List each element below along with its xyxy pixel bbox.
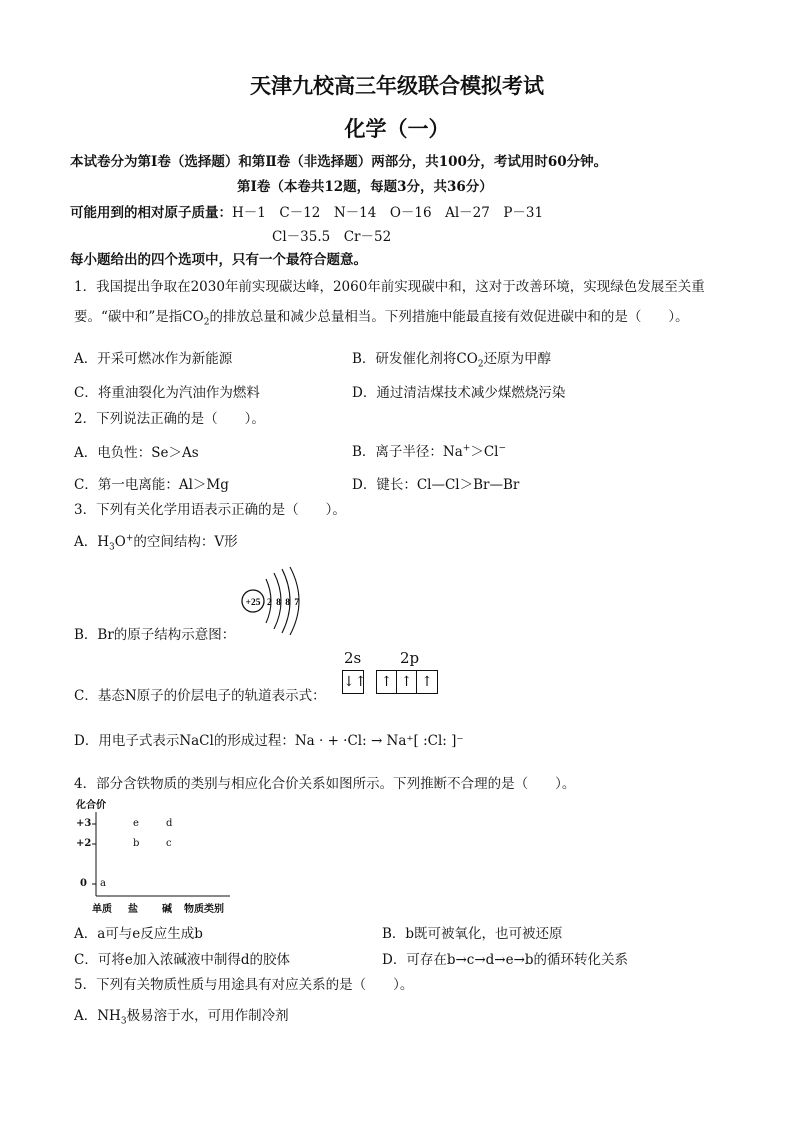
iron-valence-chart: [70, 790, 260, 920]
chart-point-d: d: [166, 818, 173, 829]
q3-a-sub: 3: [109, 542, 115, 553]
y-tick-label: +2: [76, 838, 92, 849]
q4-stem: 4．部分含铁物质的类别与相应化合价关系如图所示。下列推断不合理的是（ ）。: [74, 776, 576, 792]
q1-option-d[interactable]: D．通过清洁煤技术减少煤燃烧污染: [352, 385, 566, 401]
q2-stem: 2．下列说法正确的是（ ）。: [74, 411, 265, 427]
q2-b-a: B．离子半径：Na: [352, 444, 463, 460]
chart-point-a: a: [100, 878, 106, 889]
part1-header: 第Ⅰ卷（本卷共12题，每题3分，共36分）: [237, 179, 493, 195]
x-category-label: 碱: [162, 904, 172, 915]
q1-option-a[interactable]: A．开采可燃冰作为新能源: [74, 351, 233, 367]
q1-option-c[interactable]: C．将重油裂化为汽油作为燃料: [74, 385, 260, 401]
exam-title: 天津九校高三年级联合模拟考试: [250, 73, 544, 98]
q5-option-a[interactable]: [74, 1004, 289, 1027]
q5-a-a: A．NH: [74, 1008, 121, 1024]
q1-stem-line2: [74, 305, 689, 328]
nucleus-charge: +25: [245, 598, 261, 608]
q1-option-b[interactable]: [352, 347, 551, 370]
masses-line2: Cl－35.5 Cr－52: [272, 229, 392, 245]
masses-line1: H－1 C－12 N－14 O－16 Al－27 P－31: [232, 205, 544, 221]
q1-b-sub: 2: [477, 359, 484, 370]
masses-label: 可能用到的相对原子质量：: [70, 205, 232, 221]
q5-a-sub: 3: [120, 1016, 127, 1027]
nacl-electron-formula: Na · + ·Cl: → Na⁺[ :Cl: ]⁻: [294, 733, 464, 749]
q3-option-c[interactable]: C．基态N原子的价层电子的轨道表示式：: [74, 688, 326, 704]
y-tick-label: 0: [80, 878, 87, 889]
q4-option-c[interactable]: C．可将e加入浓碱液中制得d的胶体: [74, 952, 290, 968]
q4-option-b[interactable]: B．b既可被氧化，也可被还原: [382, 926, 563, 942]
q4-option-a[interactable]: A．a可与e反应生成b: [74, 926, 203, 942]
instruction: 每小题给出的四个选项中，只有一个最符合题意。: [70, 252, 367, 268]
q2-option-b[interactable]: [352, 440, 506, 460]
up-arrow-icon: ↑: [377, 671, 397, 693]
up-arrow-icon: ↑: [421, 674, 433, 690]
q1-b-a: B．研发催化剂将CO: [352, 351, 478, 367]
exam-subtitle: 化学（一）: [344, 116, 450, 141]
orbital-2s-label: 2s: [344, 649, 362, 667]
chart-point-e: e: [133, 818, 139, 829]
chart-xlabel: 物质类别: [184, 904, 224, 915]
q2-option-a[interactable]: A．电负性：Se＞As: [74, 445, 199, 461]
q1-stem-line1: 1．我国提出争取在2030年前实现碳达峰，2060年前实现碳中和，这对于改善环境，实现绿色发展至关重: [74, 279, 705, 295]
q1-b-c: 还原为甲醇: [483, 351, 552, 367]
y-tick-label: +3: [76, 818, 92, 829]
chart-point-b: b: [133, 838, 140, 849]
q2-b-sup2: −: [498, 443, 507, 454]
up-arrow-icon: ↑: [397, 671, 417, 693]
atom-structure-diagram: [236, 565, 316, 637]
q1-line2-c: 的排放总量和减少总量相当。下列措施中能最直接有效促进碳中和的是（ ）。: [209, 309, 689, 325]
q3-option-d[interactable]: [74, 729, 464, 749]
up-down-arrows-icon: ↓↑: [343, 674, 367, 690]
q1-line2-sub: 2: [203, 317, 210, 328]
q2-b-b: ＞Cl: [470, 444, 499, 460]
x-category-label: 单质: [92, 904, 112, 915]
orbital-2p-box: [376, 670, 438, 694]
q3-a-c: 的空间结构：V形: [133, 534, 238, 550]
q3-option-b[interactable]: B．Br的原子结构示意图：: [74, 627, 236, 643]
q3-option-a[interactable]: [74, 530, 238, 553]
atomic-masses: [70, 201, 543, 221]
orbital-2s-box: [342, 670, 367, 694]
chart-ylabel: 化合价: [76, 800, 106, 811]
q3-stem: 3．下列有关化学用语表示正确的是（ ）。: [74, 502, 346, 518]
q2-option-d[interactable]: D．键长：Cl—Cl＞Br—Br: [352, 477, 520, 493]
q2-b-sup1: +: [462, 443, 471, 454]
q3-d-text: D．用电子式表示NaCl的形成过程：: [74, 733, 295, 749]
q2-option-c[interactable]: C．第一电离能：Al＞Mg: [74, 477, 229, 493]
q3-a-a: A．H: [74, 534, 110, 550]
q1-line2-a: 要。“碳中和”是指CO: [74, 309, 204, 325]
q5-a-b: 极易溶于水，可用作制冷剂: [126, 1008, 289, 1024]
chart-point-c: c: [166, 838, 172, 849]
shell-electrons: 2 8 8 7: [267, 598, 301, 608]
q5-stem: 5．下列有关物质性质与用途具有对应关系的是（ ）。: [74, 977, 414, 993]
x-category-label: 盐: [128, 904, 138, 915]
orbital-2p-label: 2p: [400, 649, 420, 667]
q3-a-b: O: [114, 534, 126, 550]
exam-intro: 本试卷分为第Ⅰ卷（选择题）和第Ⅱ卷（非选择题）两部分，共100分，考试用时60分钟。: [70, 154, 608, 170]
q3-a-sup: +: [125, 533, 134, 544]
q4-option-d[interactable]: D．可存在b→c→d→e→b的循环转化关系: [382, 952, 629, 968]
